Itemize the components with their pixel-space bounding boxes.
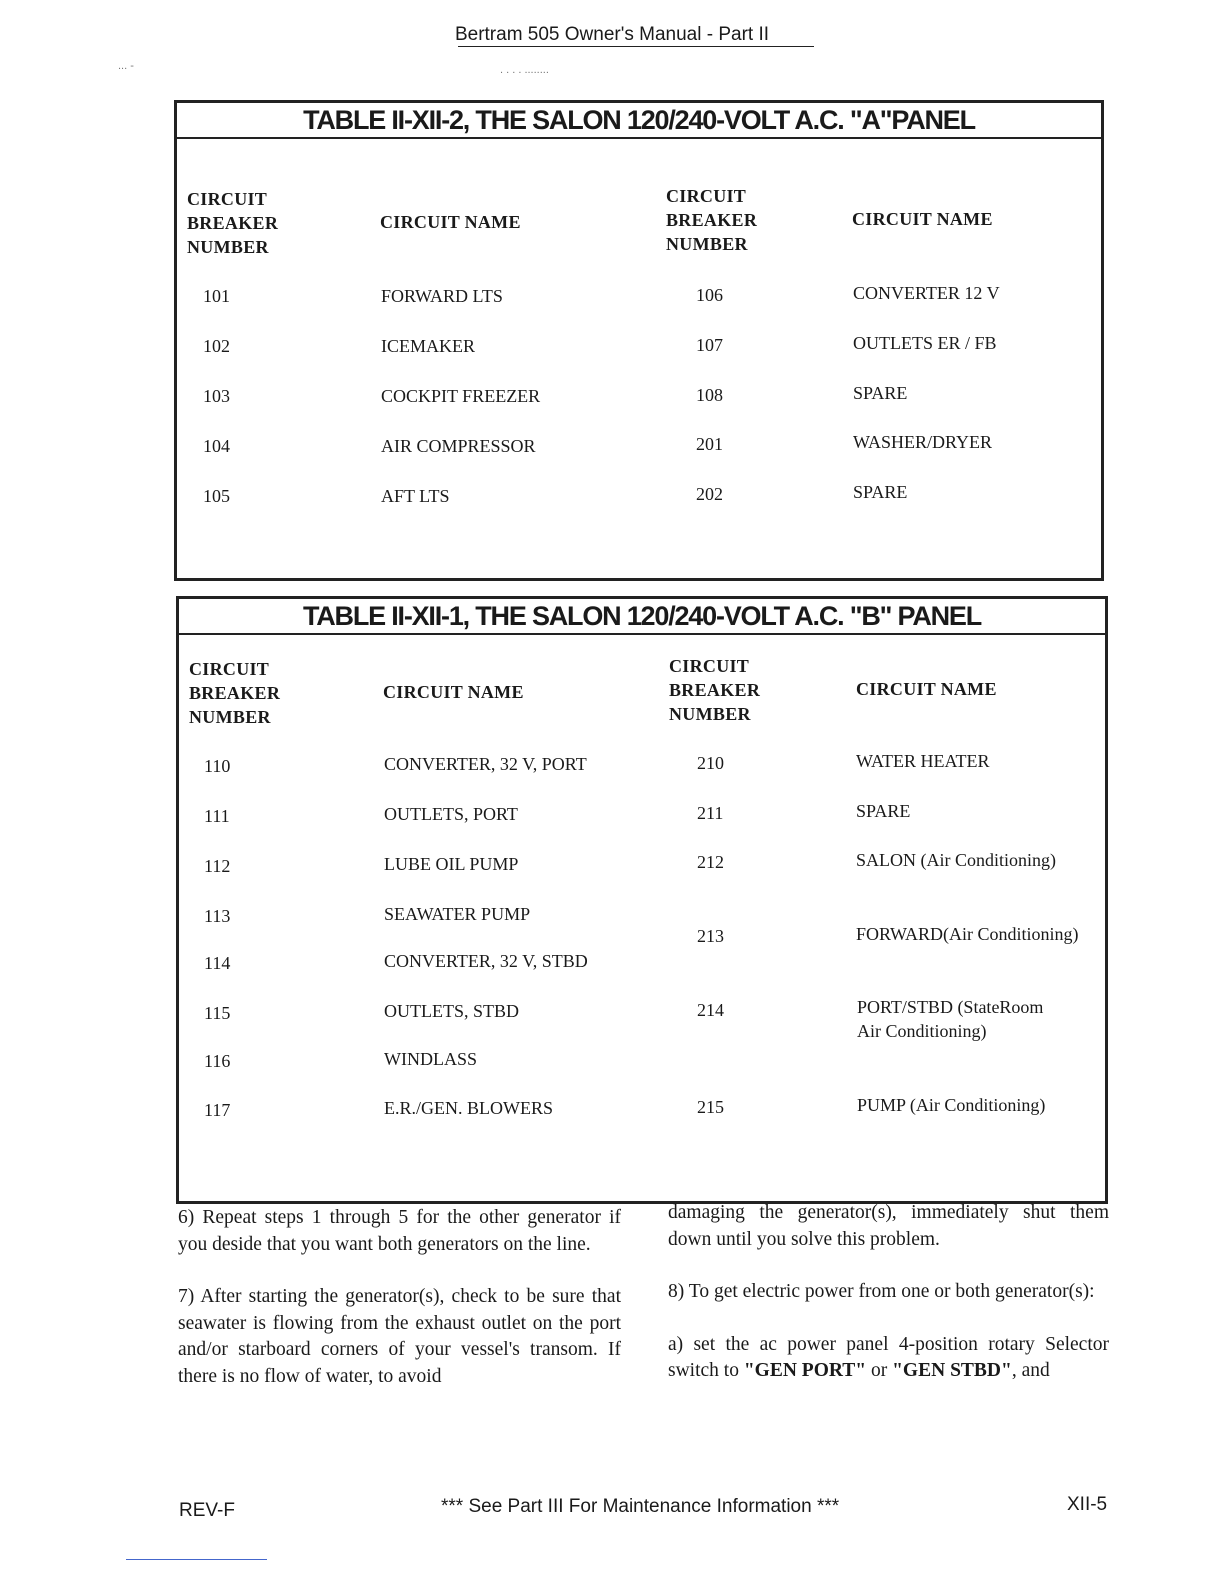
gen-stbd-label: "GEN STBD": [892, 1360, 1012, 1381]
table-a-right-number-header: [666, 184, 757, 256]
table-a-circuit-name: COCKPIT FREEZER: [381, 386, 541, 406]
table-b-circuit-name: SEAWATER PUMP: [384, 904, 531, 924]
table-a-breaker-number: 108: [696, 385, 723, 405]
table-a-circuit-name: AFT LTS: [381, 486, 450, 506]
table-b-panel: [176, 596, 1108, 1204]
table-a-circuit-name: OUTLETS ER / FB: [853, 333, 997, 353]
footer-page-number: XII-5: [1067, 1494, 1108, 1515]
table-a-circuit-name: ICEMAKER: [381, 336, 475, 356]
header-line: BREAKER: [666, 210, 758, 230]
gen-port-label: "GEN PORT": [743, 1360, 867, 1381]
table-a-panel: [174, 100, 1104, 581]
table-b-breaker-number: 112: [204, 856, 231, 876]
header-line: NUMBER: [189, 707, 271, 727]
table-b-breaker-number: 212: [697, 852, 724, 872]
table-a-breaker-number: 107: [696, 335, 723, 355]
table-a-breaker-number: 103: [203, 386, 230, 406]
body-paragraph-step-8a: [668, 1332, 1109, 1385]
table-a-breaker-number: 101: [203, 286, 230, 306]
table-a-left-number-header: [187, 187, 278, 259]
table-b-breaker-number: 215: [697, 1097, 724, 1117]
table-a-circuit-name: SPARE: [853, 383, 908, 403]
table-a-title: TABLE II-XII-2, THE SALON 120/240-VOLT A.C. "A"PANEL: [177, 103, 1101, 139]
body-right-column: [668, 1200, 1109, 1385]
header-line: NUMBER: [669, 704, 751, 724]
table-b-circuit-name: CONVERTER, 32 V, STBD: [384, 951, 588, 971]
table-b-breaker-number: 111: [204, 806, 230, 826]
table-b-breaker-number: 113: [204, 906, 231, 926]
step-8a-end: , and: [1011, 1360, 1050, 1381]
table-b-breaker-number: 117: [204, 1100, 231, 1120]
body-paragraph-step-8: 8) To get electric power from one or both generator(s):: [668, 1281, 1095, 1302]
table-a-breaker-number: 201: [696, 434, 723, 454]
header-underline: [458, 46, 814, 47]
step-8a-or: or: [866, 1360, 893, 1381]
table-a-breaker-number: 102: [203, 336, 230, 356]
table-b-breaker-number: 210: [697, 753, 724, 773]
table-b-breaker-number: 110: [204, 756, 231, 776]
table-b-title: TABLE II-XII-1, THE SALON 120/240-VOLT A.C. "B" PANEL: [179, 599, 1105, 635]
table-a-circuit-name: SPARE: [853, 482, 908, 502]
table-b-breaker-number: 116: [204, 1051, 231, 1071]
step-8a-text: a) set the ac power panel 4-position rotary Selector switch to: [668, 1333, 1109, 1381]
table-b-circuit-name: OUTLETS, STBD: [384, 1001, 519, 1021]
table-a-right-name-header: CIRCUIT NAME: [852, 209, 993, 229]
table-b-circuit-name-cont: Air Conditioning): [857, 1021, 987, 1041]
table-b-right-number-header: [669, 654, 760, 726]
table-b-circuit-name: OUTLETS, PORT: [384, 804, 518, 824]
header-line: CIRCUIT: [189, 659, 270, 679]
table-b-breaker-number: 214: [697, 1000, 724, 1020]
table-a-circuit-name: FORWARD LTS: [381, 286, 503, 306]
table-b-breaker-number: 114: [204, 953, 231, 973]
table-a-breaker-number: 106: [696, 285, 723, 305]
table-b-circuit-name: LUBE OIL PUMP: [384, 854, 519, 874]
header-line: BREAKER: [189, 683, 281, 703]
header-line: NUMBER: [666, 234, 748, 254]
table-b-circuit-name: WINDLASS: [384, 1049, 477, 1069]
page-header-title: Bertram 505 Owner's Manual - Part II: [454, 24, 770, 45]
footer-revision: REV-F: [179, 1500, 235, 1521]
footer-note: *** See Part III For Maintenance Information ***: [441, 1496, 840, 1517]
body-paragraph-step-7: 7) After starting the generator(s), check to be sure that seawater is flowing from the exhaust outlet on the port and/or starboard corners of your vessel's transom. If there is no flow of water, to avoid: [178, 1286, 621, 1387]
header-line: BREAKER: [669, 680, 761, 700]
scan-speck-center: . . . . ........: [500, 64, 549, 76]
header-line: BREAKER: [187, 213, 279, 233]
table-b-circuit-name: CONVERTER, 32 V, PORT: [384, 754, 587, 774]
body-paragraph-step-7-cont: damaging the generator(s), immediately shut them down until you solve this problem.: [668, 1202, 1109, 1250]
table-b-circuit-name: FORWARD(Air Conditioning): [856, 924, 1079, 944]
table-b-circuit-name: SPARE: [856, 801, 911, 821]
header-line: CIRCUIT: [666, 186, 747, 206]
table-a-breaker-number: 105: [203, 486, 230, 506]
footer-link-underline: [126, 1559, 267, 1560]
table-b-circuit-name: PUMP (Air Conditioning): [857, 1095, 1046, 1115]
header-line: NUMBER: [187, 237, 269, 257]
table-b-breaker-number: 211: [697, 803, 724, 823]
table-b-right-name-header: CIRCUIT NAME: [856, 679, 997, 699]
table-a-circuit-name: CONVERTER 12 V: [853, 283, 1000, 303]
table-b-circuit-name: E.R./GEN. BLOWERS: [384, 1098, 553, 1118]
table-a-breaker-number: 104: [203, 436, 230, 456]
body-paragraph-step-6: 6) Repeat steps 1 through 5 for the other generator if you deside that you want both generators on the line.: [178, 1207, 621, 1255]
table-b-left-number-header: [189, 657, 280, 729]
table-a-circuit-name: WASHER/DRYER: [853, 432, 993, 452]
table-b-circuit-name: SALON (Air Conditioning): [856, 850, 1056, 870]
table-a-left-name-header: CIRCUIT NAME: [380, 212, 521, 232]
body-left-column: [178, 1205, 621, 1390]
table-a-breaker-number: 202: [696, 484, 723, 504]
scan-speck-left: ... -: [118, 60, 134, 72]
table-b-circuit-name: WATER HEATER: [856, 751, 990, 771]
table-a-circuit-name: AIR COMPRESSOR: [381, 436, 536, 456]
table-b-left-name-header: CIRCUIT NAME: [383, 682, 524, 702]
header-line: CIRCUIT: [187, 189, 268, 209]
table-b-breaker-number: 213: [697, 926, 724, 946]
header-line: CIRCUIT: [669, 656, 750, 676]
table-b-breaker-number: 115: [204, 1003, 231, 1023]
table-b-circuit-name: PORT/STBD (StateRoom: [857, 997, 1044, 1017]
